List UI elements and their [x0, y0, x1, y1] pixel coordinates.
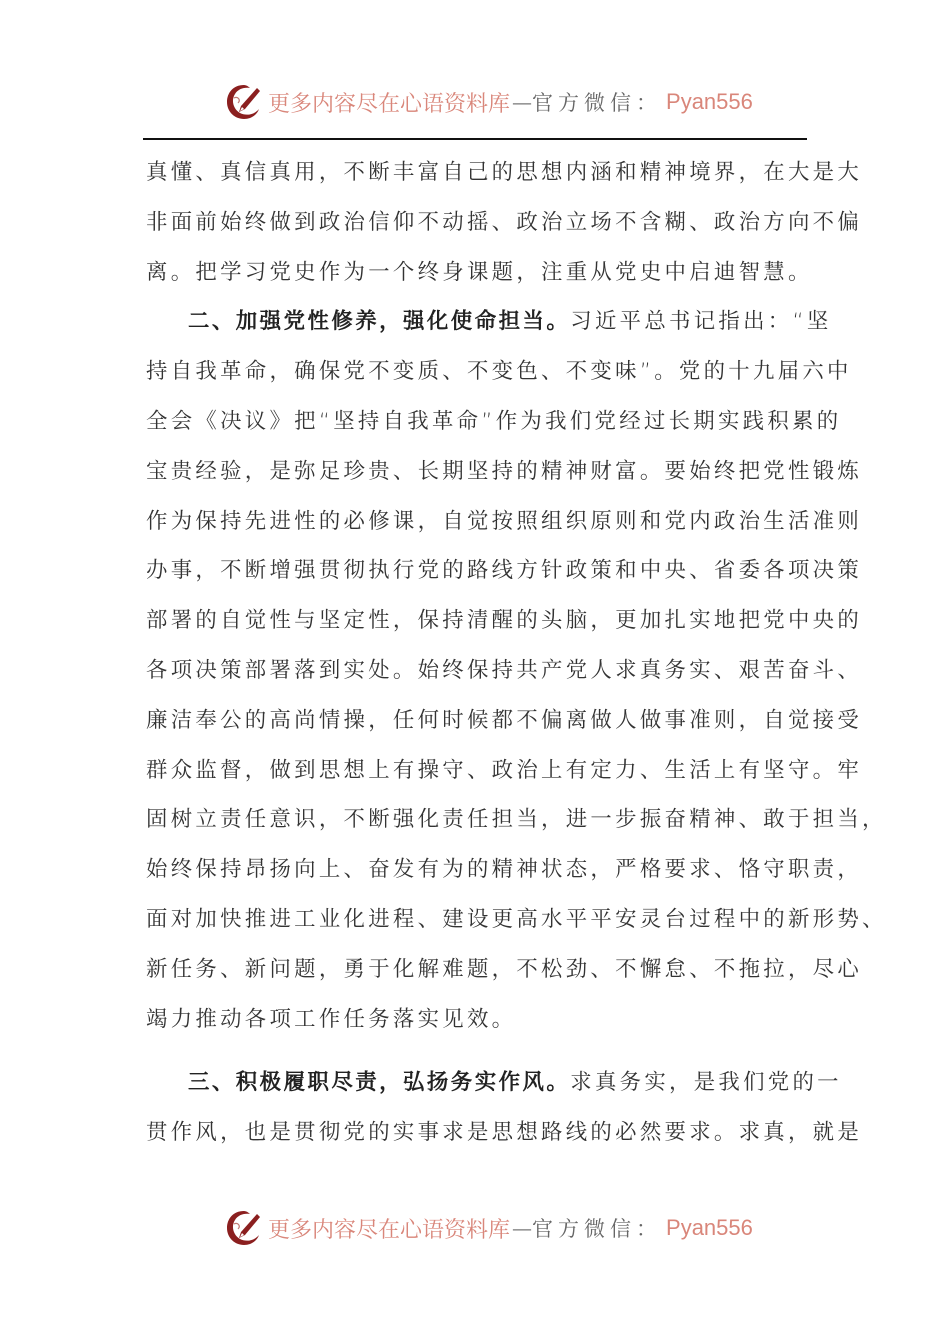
text-line: 宝贵经验，是弥足珍贵、长期坚持的精神财富。要始终把党性锻炼: [146, 458, 863, 484]
text-line: 离。把学习党史作为一个终身课题，注重从党史中启迪智慧。: [146, 259, 813, 285]
section-3-lead: 求真务实，是我们党的一: [570, 1070, 842, 1096]
footer-banner: [224, 1206, 753, 1250]
text-line: 部署的自觉性与坚定性，保持清醒的头脑，更加扎实地把党中央的: [146, 608, 863, 634]
quill-pen-logo-icon: [224, 82, 264, 122]
text-line: 真懂、真信真用，不断丰富自己的思想内涵和精神境界，在大是大: [146, 160, 863, 185]
banner-wechat-label: 官方微信：: [532, 1217, 663, 1241]
text-line: 群众监督，做到思想上有操守、政治上有定力、生活上有坚守。牢: [146, 757, 863, 783]
text-line: 固树立责任意识，不断强化责任担当，进一步振奋精神、敢于担当，: [146, 807, 887, 833]
document-body: [146, 148, 887, 1158]
section-2-lead: 习近平总书记指出：“坚: [570, 309, 832, 335]
section-2-heading: 二、加强党性修养，强化使命担当。: [188, 309, 571, 335]
text-line: 新任务、新问题，勇于化解难题，不松劲、不懈怠、不拖拉，尽心: [146, 956, 863, 982]
text-line: 作为保持先进性的必修课，自觉按照组织原则和党内政治生活准则: [146, 508, 863, 534]
text-line: 廉洁奉公的高尚情操，任何时候都不偏离做人做事准则，自觉接受: [146, 707, 863, 733]
banner-separator: —: [512, 90, 533, 114]
text-line: 竭力推动各项工作任务落实见效。: [146, 1006, 517, 1032]
header-divider: [143, 138, 807, 140]
banner-wechat-id: Pyan556: [666, 1215, 753, 1240]
banner-text: 更多内容尽在心语资料库: [268, 91, 511, 117]
paragraph-1: [146, 148, 863, 297]
header-banner: [224, 80, 753, 124]
banner-wechat-id: Pyan556: [666, 89, 753, 114]
section-3-paragraph: [146, 1058, 863, 1158]
text-line: 非面前始终做到政治信仰不动摇、政治立场不含糊、政治方向不偏: [146, 209, 863, 235]
text-line: 贯作风，也是贯彻党的实事求是思想路线的必然要求。求真，就是: [146, 1120, 863, 1146]
banner-text: 更多内容尽在心语资料库: [268, 1217, 511, 1243]
text-line: 全会《决议》把“坚持自我革命”作为我们党经过长期实践积累的: [146, 408, 842, 434]
text-line: [146, 1058, 842, 1108]
banner-separator: —: [512, 1216, 533, 1240]
text-line: 各项决策部署落到实处。始终保持共产党人求真务实、艰苦奋斗、: [146, 657, 863, 683]
quill-pen-logo-icon: [224, 1208, 264, 1248]
paragraph-spacing: [146, 1044, 808, 1058]
section-3-heading: 三、积极履职尽责，弘扬务实作风。: [188, 1070, 571, 1096]
text-line: 持自我革命，确保党不变质、不变色、不变味”。党的十九届六中: [146, 359, 852, 385]
text-line: 办事，不断增强贯彻执行党的路线方针政策和中央、省委各项决策: [146, 558, 863, 584]
text-line: 面对加快推进工业化进程、建设更高水平平安灵台过程中的新形势、: [146, 906, 887, 932]
text-line: 始终保持昂扬向上、奋发有为的精神状态，严格要求、恪守职责，: [146, 857, 863, 883]
banner-wechat-label: 官方微信：: [532, 91, 663, 115]
section-2-paragraph: [146, 297, 887, 1044]
text-line: [146, 297, 832, 347]
